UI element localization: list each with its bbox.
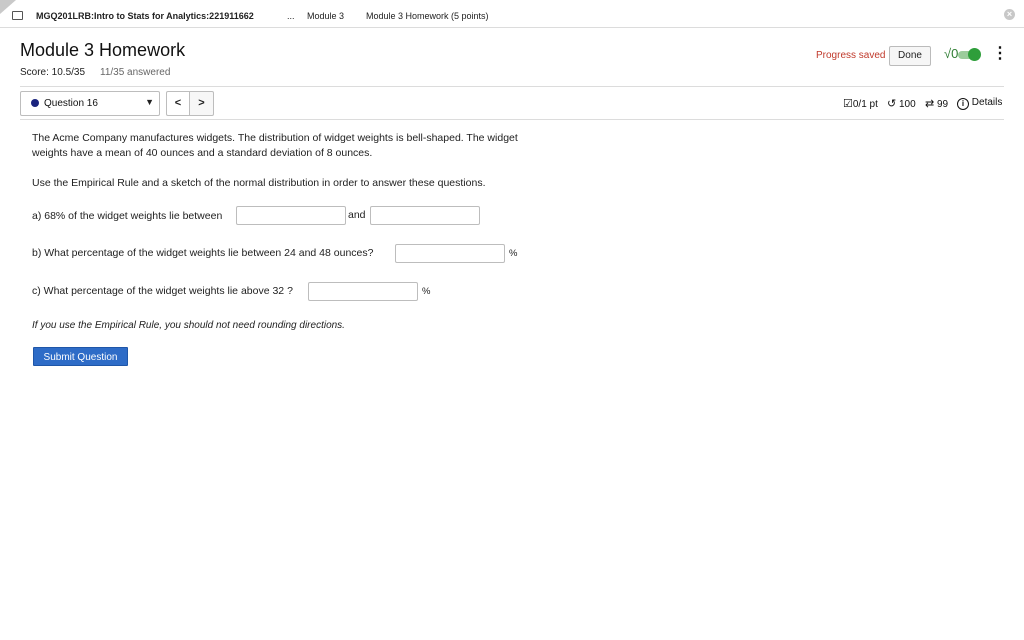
- question-select[interactable]: [20, 91, 160, 116]
- score-text: Score: 10.5/35: [20, 67, 86, 78]
- submit-question-button[interactable]: Submit Question: [33, 347, 128, 366]
- points-text: 0/1 pt: [852, 99, 878, 110]
- info-icon: i: [957, 98, 969, 110]
- answered-count: 11/35 answered: [100, 67, 171, 78]
- rounding-note: If you use the Empirical Rule, you should not need rounding directions.: [32, 320, 345, 331]
- close-icon[interactable]: ×: [1004, 9, 1015, 20]
- details-text[interactable]: Details: [971, 97, 1003, 108]
- math-toggle-knob[interactable]: [968, 48, 981, 61]
- status-dot-icon: [31, 99, 39, 107]
- part-c-unit: %: [422, 286, 431, 297]
- part-b-unit: %: [509, 248, 518, 259]
- caret-down-icon: ▼: [145, 97, 154, 107]
- divider: [20, 86, 1004, 87]
- retry-icon: ↺: [887, 98, 897, 110]
- details-link[interactable]: [957, 97, 1002, 110]
- breadcrumb-ellipsis[interactable]: ...: [287, 11, 295, 21]
- breadcrumb-course[interactable]: MGQ201LRB:Intro to Stats for Analytics:221911662: [36, 11, 254, 21]
- attempts-text: 99: [937, 99, 949, 110]
- part-a-upper-input[interactable]: [370, 206, 480, 225]
- question-intro: The Acme Company manufactures widgets. The distribution of widget weights is bell-shaped. The widget weights have a mean of 40 ounces and a standard deviation of 8 ounces.: [32, 132, 518, 159]
- attempts-meta: [925, 97, 948, 110]
- retries-text: 100: [899, 99, 916, 110]
- math-input-icon: √0: [944, 46, 959, 61]
- previous-question-button[interactable]: <: [166, 91, 190, 116]
- points-meta: [843, 97, 878, 110]
- done-button[interactable]: Done: [889, 46, 931, 66]
- divider: [20, 119, 1004, 120]
- breadcrumb-assignment[interactable]: Module 3 Homework (5 points): [366, 11, 489, 21]
- attempts-icon: ⇄: [925, 98, 935, 110]
- part-c-prompt: c) What percentage of the widget weights lie above 32 ?: [32, 285, 293, 297]
- question-select-label: Question 16: [44, 98, 98, 109]
- more-options-icon[interactable]: ⋮: [992, 45, 1008, 62]
- next-question-button[interactable]: >: [189, 91, 214, 116]
- part-b-input[interactable]: [395, 244, 505, 263]
- top-bar: [0, 0, 1024, 28]
- part-a-prompt: a) 68% of the widget weights lie between: [32, 210, 223, 222]
- part-a-lower-input[interactable]: [236, 206, 346, 225]
- part-a-and: and: [348, 209, 366, 221]
- retries-meta: [887, 97, 916, 110]
- progress-saved-status: Progress saved: [816, 50, 886, 61]
- part-b-prompt: b) What percentage of the widget weights lie between 24 and 48 ounces?: [32, 247, 374, 259]
- window-icon[interactable]: [12, 11, 23, 20]
- part-c-input[interactable]: [308, 282, 418, 301]
- breadcrumb-module[interactable]: Module 3: [307, 11, 345, 21]
- page-title: Module 3 Homework: [20, 40, 186, 60]
- question-instruction: Use the Empirical Rule and a sketch of the normal distribution in order to answer these questions.: [32, 177, 486, 189]
- checkbox-icon: ☑: [843, 98, 853, 110]
